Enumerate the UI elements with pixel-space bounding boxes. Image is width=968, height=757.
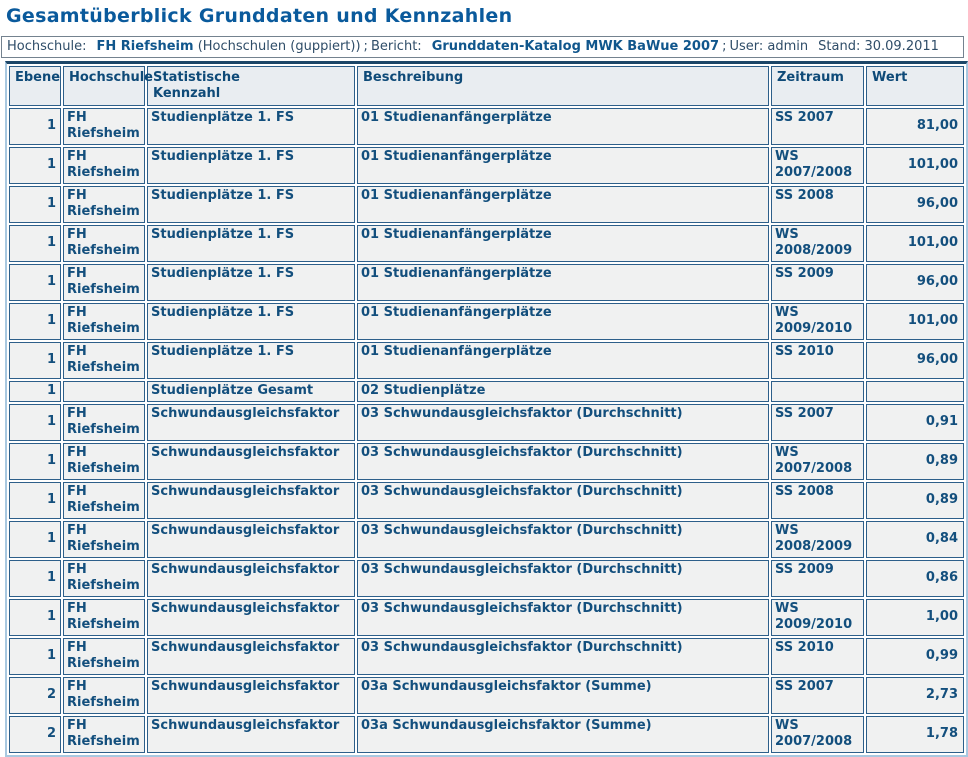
cell-hochschule: FH Riefsheim	[63, 404, 145, 441]
separator: ;	[363, 39, 368, 54]
column-header-zeitraum: Zeitraum	[771, 66, 864, 106]
cell-kennzahl: Studienplätze 1. FS	[147, 186, 355, 223]
table-row	[9, 599, 964, 636]
bericht-label: Bericht:	[370, 39, 422, 54]
cell-zeitraum: WS 2008/2009	[771, 225, 864, 262]
column-header-hochschule: Hochschule	[63, 66, 145, 106]
cell-kennzahl: Studienplätze 1. FS	[147, 108, 355, 145]
cell-kennzahl: Schwundausgleichsfaktor	[147, 521, 355, 558]
cell-ebene: 1	[9, 381, 61, 402]
cell-kennzahl: Schwundausgleichsfaktor	[147, 404, 355, 441]
cell-wert: 96,00	[866, 186, 964, 223]
cell-kennzahl: Schwundausgleichsfaktor	[147, 716, 355, 753]
table-row	[9, 677, 964, 714]
cell-ebene: 1	[9, 599, 61, 636]
cell-wert: 1,78	[866, 716, 964, 753]
cell-wert: 0,84	[866, 521, 964, 558]
cell-zeitraum: WS 2008/2009	[771, 521, 864, 558]
cell-wert: 0,99	[866, 638, 964, 675]
table-row	[9, 225, 964, 262]
cell-beschreibung: 01 Studienanfängerplätze	[357, 264, 769, 301]
cell-wert: 0,86	[866, 560, 964, 597]
cell-beschreibung: 01 Studienanfängerplätze	[357, 186, 769, 223]
cell-zeitraum: WS 2007/2008	[771, 716, 864, 753]
cell-hochschule: FH Riefsheim	[63, 264, 145, 301]
cell-beschreibung: 02 Studienplätze	[357, 381, 769, 402]
table-row	[9, 108, 964, 145]
cell-zeitraum: SS 2007	[771, 404, 864, 441]
cell-hochschule: FH Riefsheim	[63, 147, 145, 184]
cell-hochschule: FH Riefsheim	[63, 677, 145, 714]
cell-wert: 101,00	[866, 147, 964, 184]
report-table	[5, 61, 968, 757]
cell-ebene: 1	[9, 443, 61, 480]
cell-hochschule: FH Riefsheim	[63, 521, 145, 558]
bericht-value: Grunddaten-Katalog MWK BaWue 2007	[431, 39, 720, 54]
cell-hochschule: FH Riefsheim	[63, 303, 145, 340]
cell-kennzahl: Schwundausgleichsfaktor	[147, 599, 355, 636]
table-row	[9, 404, 964, 441]
cell-beschreibung: 01 Studienanfängerplätze	[357, 108, 769, 145]
stand-value: 30.09.2011	[864, 39, 939, 54]
cell-ebene: 2	[9, 677, 61, 714]
cell-beschreibung: 01 Studienanfängerplätze	[357, 225, 769, 262]
report-info-bar	[1, 36, 964, 58]
cell-ebene: 1	[9, 342, 61, 379]
cell-zeitraum: SS 2008	[771, 482, 864, 519]
cell-beschreibung: 03 Schwundausgleichsfaktor (Durchschnitt)	[357, 404, 769, 441]
cell-kennzahl: Studienplätze 1. FS	[147, 342, 355, 379]
cell-ebene: 1	[9, 521, 61, 558]
column-header-kennzahl: Statistische Kennzahl	[147, 66, 355, 106]
table-header-row	[9, 66, 964, 106]
cell-kennzahl: Studienplätze 1. FS	[147, 264, 355, 301]
table-row	[9, 638, 964, 675]
cell-beschreibung: 03 Schwundausgleichsfaktor (Durchschnitt)	[357, 482, 769, 519]
table-row	[9, 560, 964, 597]
user-value: admin	[767, 39, 809, 54]
hochschule-value: FH Riefsheim	[96, 39, 194, 54]
cell-ebene: 1	[9, 560, 61, 597]
cell-zeitraum: WS 2007/2008	[771, 147, 864, 184]
column-header-beschreibung: Beschreibung	[357, 66, 769, 106]
cell-kennzahl: Studienplätze 1. FS	[147, 225, 355, 262]
cell-ebene: 1	[9, 186, 61, 223]
cell-beschreibung: 03 Schwundausgleichsfaktor (Durchschnitt)	[357, 443, 769, 480]
cell-hochschule: FH Riefsheim	[63, 108, 145, 145]
cell-beschreibung: 03 Schwundausgleichsfaktor (Durchschnitt)	[357, 560, 769, 597]
cell-zeitraum	[771, 381, 864, 402]
cell-wert: 101,00	[866, 303, 964, 340]
table-row	[9, 521, 964, 558]
cell-ebene: 1	[9, 303, 61, 340]
cell-ebene: 2	[9, 716, 61, 753]
cell-kennzahl: Schwundausgleichsfaktor	[147, 638, 355, 675]
hochschule-label: Hochschule:	[7, 39, 87, 54]
cell-zeitraum: WS 2007/2008	[771, 443, 864, 480]
cell-hochschule: FH Riefsheim	[63, 599, 145, 636]
cell-ebene: 1	[9, 404, 61, 441]
table-row	[9, 443, 964, 480]
cell-hochschule: FH Riefsheim	[63, 638, 145, 675]
cell-zeitraum: SS 2010	[771, 342, 864, 379]
cell-hochschule: FH Riefsheim	[63, 560, 145, 597]
cell-beschreibung: 03 Schwundausgleichsfaktor (Durchschnitt)	[357, 638, 769, 675]
cell-zeitraum: WS 2009/2010	[771, 303, 864, 340]
table-row	[9, 147, 964, 184]
column-header-wert: Wert	[866, 66, 964, 106]
column-header-ebene: Ebene	[9, 66, 61, 106]
cell-zeitraum: WS 2009/2010	[771, 599, 864, 636]
table-row	[9, 716, 964, 753]
cell-wert: 101,00	[866, 225, 964, 262]
page-title: Gesamtüberblick Grunddaten und Kennzahlen	[6, 5, 513, 27]
cell-wert: 1,00	[866, 599, 964, 636]
table-row	[9, 381, 964, 402]
cell-ebene: 1	[9, 264, 61, 301]
cell-kennzahl: Schwundausgleichsfaktor	[147, 443, 355, 480]
cell-ebene: 1	[9, 225, 61, 262]
cell-zeitraum: SS 2010	[771, 638, 864, 675]
cell-kennzahl: Studienplätze 1. FS	[147, 303, 355, 340]
cell-wert: 96,00	[866, 342, 964, 379]
cell-zeitraum: SS 2009	[771, 560, 864, 597]
table-row	[9, 342, 964, 379]
cell-wert: 2,73	[866, 677, 964, 714]
cell-beschreibung: 01 Studienanfängerplätze	[357, 303, 769, 340]
cell-kennzahl: Studienplätze Gesamt	[147, 381, 355, 402]
table-row	[9, 482, 964, 519]
report-table-body	[9, 108, 964, 753]
hochschule-note: (Hochschulen (guppiert))	[197, 39, 361, 54]
cell-hochschule	[63, 381, 145, 402]
cell-wert: 0,89	[866, 482, 964, 519]
table-row	[9, 264, 964, 301]
cell-ebene: 1	[9, 108, 61, 145]
cell-beschreibung: 01 Studienanfängerplätze	[357, 342, 769, 379]
cell-zeitraum: SS 2007	[771, 677, 864, 714]
cell-zeitraum: SS 2008	[771, 186, 864, 223]
cell-kennzahl: Studienplätze 1. FS	[147, 147, 355, 184]
table-row	[9, 186, 964, 223]
cell-wert: 96,00	[866, 264, 964, 301]
cell-ebene: 1	[9, 147, 61, 184]
cell-hochschule: FH Riefsheim	[63, 342, 145, 379]
cell-kennzahl: Schwundausgleichsfaktor	[147, 482, 355, 519]
cell-hochschule: FH Riefsheim	[63, 482, 145, 519]
separator: ;	[722, 39, 727, 54]
cell-hochschule: FH Riefsheim	[63, 186, 145, 223]
user-label: User:	[729, 39, 764, 54]
cell-ebene: 1	[9, 638, 61, 675]
cell-zeitraum: SS 2007	[771, 108, 864, 145]
cell-kennzahl: Schwundausgleichsfaktor	[147, 677, 355, 714]
cell-beschreibung: 03a Schwundausgleichsfaktor (Summe)	[357, 677, 769, 714]
cell-hochschule: FH Riefsheim	[63, 716, 145, 753]
cell-ebene: 1	[9, 482, 61, 519]
cell-wert: 0,91	[866, 404, 964, 441]
stand-label: Stand:	[818, 39, 861, 54]
cell-beschreibung: 01 Studienanfängerplätze	[357, 147, 769, 184]
cell-beschreibung: 03 Schwundausgleichsfaktor (Durchschnitt)	[357, 521, 769, 558]
cell-zeitraum: SS 2009	[771, 264, 864, 301]
cell-hochschule: FH Riefsheim	[63, 225, 145, 262]
cell-kennzahl: Schwundausgleichsfaktor	[147, 560, 355, 597]
cell-beschreibung: 03a Schwundausgleichsfaktor (Summe)	[357, 716, 769, 753]
cell-wert	[866, 381, 964, 402]
cell-wert: 0,89	[866, 443, 964, 480]
cell-hochschule: FH Riefsheim	[63, 443, 145, 480]
cell-wert: 81,00	[866, 108, 964, 145]
cell-beschreibung: 03 Schwundausgleichsfaktor (Durchschnitt)	[357, 599, 769, 636]
table-row	[9, 303, 964, 340]
